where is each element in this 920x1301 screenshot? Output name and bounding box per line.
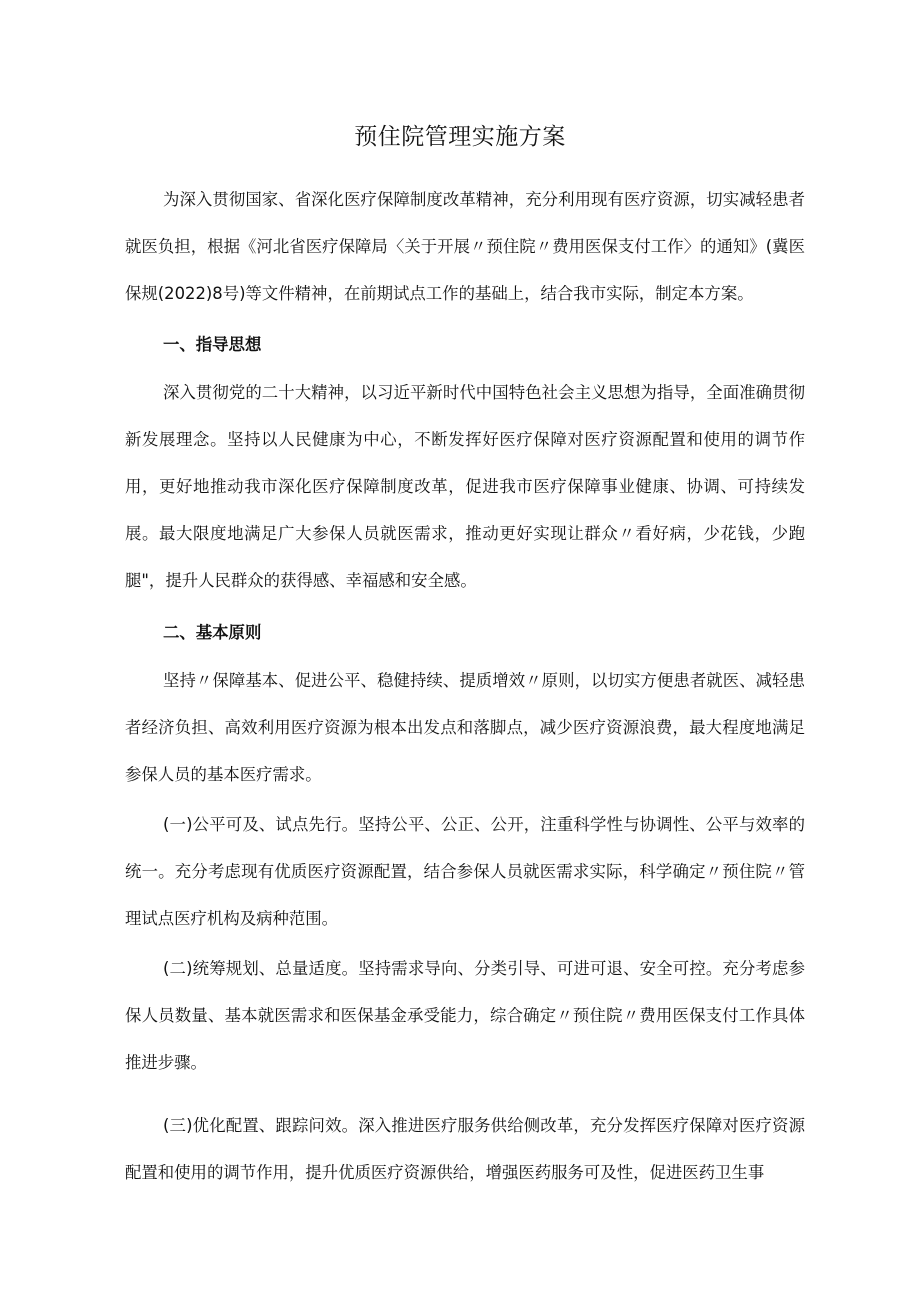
section1-heading: 一、指导思想 (163, 335, 262, 354)
principle-2-paragraph: (二)统筹规划、总量适度。坚持需求导向、分类引导、可进可退、安全可控。充分考虑参保人员数量、基本就医需求和医保基金承受能力，综合确定〃预住院〃费用医保支付工作具体推进步骤。 (125, 959, 805, 1072)
section1-paragraph: 深入贯彻党的二十大精神，以习近平新时代中国特色社会主义思想为指导，全面准确贯彻新发展理念。坚持以人民健康为中心，不断发挥好医疗保障对医疗资源配置和使用的调节作用，更好地推动我市深化医疗保障制度改革，促进我市医疗保障事业健康、协调、可持续发展。最大限度地满足广大参保人员就医需求，推动更好实现让群众〃看好病，少花钱，少跑腿"，提升人民群众的获得感、幸福感和安全感。 (125, 383, 805, 590)
intro-paragraph: 为深入贯彻国家、省深化医疗保障制度改革精神，充分利用现有医疗资源，切实减轻患者就医负担，根据《河北省医疗保障局〈关于开展〃预住院〃费用医保支付工作〉的通知》(冀医保规(2022)8号)等文件精神，在前期试点工作的基础上，结合我市实际，制定本方案。 (125, 190, 805, 303)
section2-paragraph: 坚持〃保障基本、促进公平、稳健持续、提质增效〃原则，以切实方便患者就医、减轻患者经济负担、高效利用医疗资源为根本出发点和落脚点，减少医疗资源浪费，最大程度地满足参保人员的基本医疗需求。 (125, 671, 805, 784)
document-title: 预住院管理实施方案 (354, 124, 566, 150)
section2-heading: 二、基本原则 (163, 623, 262, 642)
principle-3-paragraph: (三)优化配置、跟踪问效。深入推进医疗服务供给侧改革，充分发挥医疗保障对医疗资源配置和使用的调节作用，提升优质医疗资源供给，增强医药服务可及性，促进医药卫生事 (125, 1116, 805, 1182)
principle-1-paragraph: (一)公平可及、试点先行。坚持公平、公正、公开，注重科学性与协调性、公平与效率的统一。充分考虑现有优质医疗资源配置，结合参保人员就医需求实际，科学确定〃预住院〃管理试点医疗机构及病种范围。 (125, 815, 805, 928)
